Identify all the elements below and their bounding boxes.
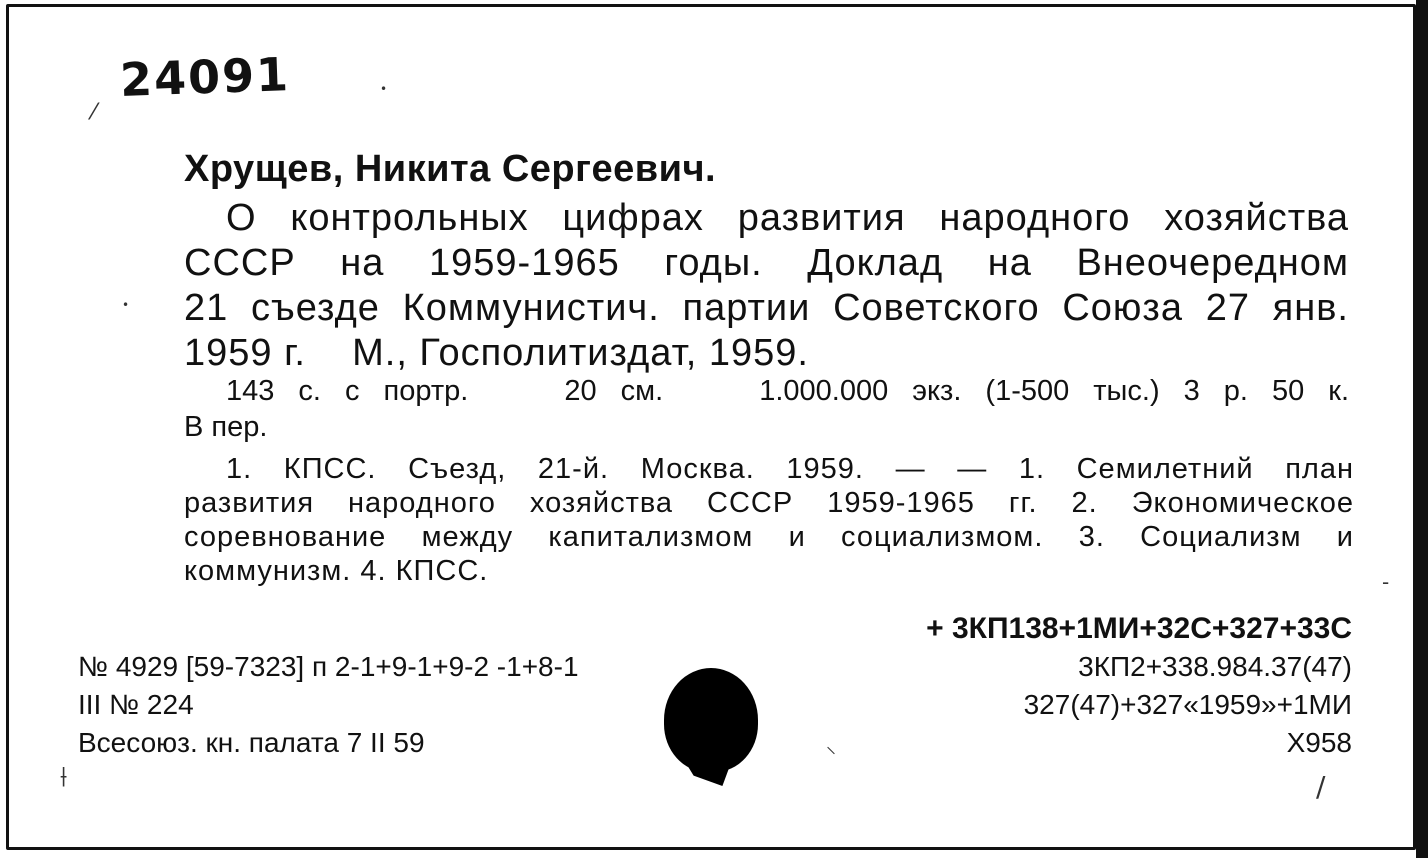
- registration-line: № 4929 [59-7323] п 2-1+9-1+9-2 -1+8-1: [78, 651, 579, 682]
- registration-info: [78, 648, 579, 762]
- pen-mark: ⁄: [92, 100, 96, 125]
- classification-codes: [926, 610, 1352, 762]
- card-edge-shadow: [1416, 0, 1428, 858]
- handwritten-inventory-number: 24091: [119, 47, 291, 107]
- subject-line: 1. КПСС. Съезд, 21-й. Москва. 1959. — — 1. Семилетний план: [226, 453, 1354, 485]
- author-heading: Хрущев, Никита Сергеевич.: [184, 148, 717, 190]
- title-line: СССР на 1959-1965 годы. Доклад на Внеочередном: [184, 242, 1349, 284]
- collation-line: 143 с. с портр. 20 см. 1.000.000 экз. (1-500 тыс.) 3 р. 50 к.: [226, 375, 1349, 407]
- smudge-mark: -: [1382, 570, 1390, 594]
- subject-line: коммунизм. 4. КПСС.: [184, 555, 489, 587]
- classification-line: Х958: [1286, 727, 1352, 758]
- pen-mark: ⟊: [60, 760, 68, 793]
- subject-line: развития народного хозяйства СССР 1959-1965 гг. 2. Экономическое: [184, 487, 1354, 519]
- smudge-mark: ⸌: [826, 742, 836, 766]
- dot-mark: •: [122, 298, 130, 312]
- registration-line: III № 224: [78, 689, 194, 720]
- classification-line: 327(47)+327«1959»+1МИ: [1023, 689, 1352, 720]
- title-line: 1959 г. М., Госполитиздат, 1959.: [184, 332, 809, 374]
- classification-line: 3КП2+338.984.37(47): [1078, 651, 1352, 682]
- punch-hole: [664, 668, 758, 772]
- subject-line: соревнование между капитализмом и социализмом. 3. Социализм и: [184, 521, 1354, 553]
- dot-mark: •: [380, 82, 388, 96]
- collation-line: В пер.: [184, 411, 268, 443]
- registration-line: Всесоюз. кн. палата 7 II 59: [78, 727, 425, 758]
- title-description: [184, 196, 1349, 376]
- title-line: 21 съезде Коммунистич. партии Советского Союза 27 янв.: [184, 287, 1349, 329]
- subject-headings: [184, 452, 1354, 588]
- collation-block: [184, 373, 1349, 445]
- classification-line: + 3КП138+1МИ+32С+327+33С: [926, 612, 1352, 645]
- pen-mark: /: [1316, 770, 1326, 803]
- title-line: О контрольных цифрах развития народного хозяйства: [226, 197, 1349, 239]
